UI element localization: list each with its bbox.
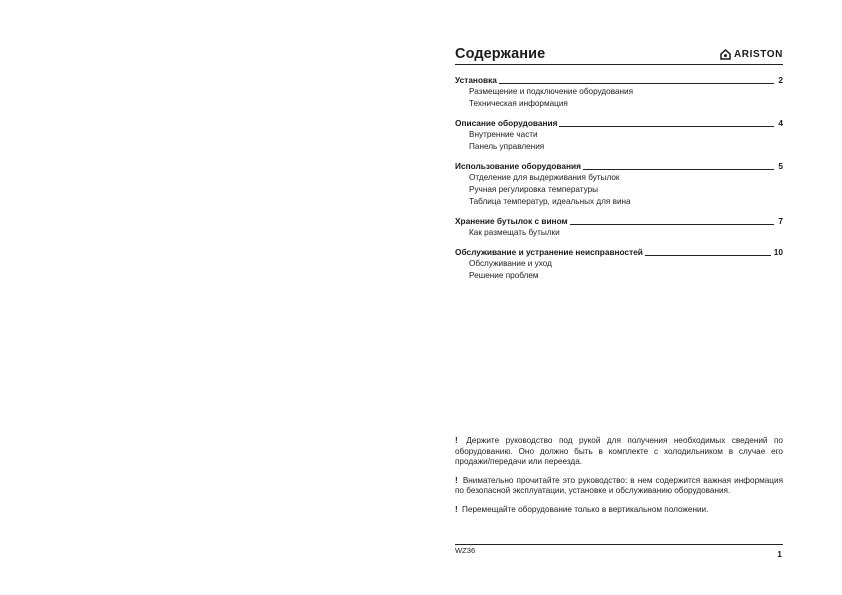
toc-leader <box>570 224 774 225</box>
toc-leader <box>645 255 771 256</box>
exclamation-icon: ! <box>455 436 458 445</box>
notes-block <box>455 436 783 524</box>
page-number: 1 <box>777 549 782 559</box>
toc-section-maintenance <box>455 247 783 282</box>
toc-section-installation <box>455 75 783 110</box>
toc-subitem: Ручная регулировка температуры <box>469 185 599 194</box>
toc-page-number: 5 <box>778 161 783 171</box>
table-of-contents <box>455 75 783 290</box>
toc-subitem: Отделение для выдерживания бутылок <box>469 173 620 182</box>
toc-subitem: Размещение и подключение оборудования <box>469 87 634 96</box>
toc-leader <box>499 83 774 84</box>
brand-logo <box>720 49 783 60</box>
page-title: Содержание <box>455 46 546 62</box>
toc-section-description <box>455 118 783 153</box>
toc-subitem: Таблица температур, идеальных для вина <box>469 197 631 206</box>
toc-section-storage <box>455 216 783 239</box>
note-keep-manual <box>455 436 783 468</box>
toc-leader <box>583 169 774 170</box>
toc-section-title[interactable]: Использование оборудования <box>455 161 581 171</box>
note-text: Перемещайте оборудование только в вертикальном положении. <box>462 504 709 514</box>
model-code: WZ36 <box>455 546 476 555</box>
note-text: Держите руководство под рукой для получения необходимых сведений по оборудованию. Оно должно быть в комплекте с холодильником в случае его продажи/передачи или переезда. <box>455 436 783 467</box>
toc-page-number: 2 <box>778 75 783 85</box>
brand-name: ARISTON <box>733 49 783 60</box>
toc-section-usage <box>455 161 783 208</box>
toc-leader <box>559 126 774 127</box>
toc-section-title[interactable]: Хранение бутылок с вином <box>455 216 568 226</box>
toc-page-number: 4 <box>778 118 783 128</box>
toc-subitem: Обслуживание и уход <box>469 259 552 268</box>
page-column <box>455 0 783 595</box>
note-read-carefully <box>455 476 783 497</box>
toc-subitem: Панель управления <box>469 142 545 151</box>
toc-subitem: Решение проблем <box>469 271 539 280</box>
toc-page-number: 7 <box>778 216 783 226</box>
note-vertical-transport <box>455 505 783 516</box>
toc-page-number: 10 <box>773 247 783 257</box>
toc-section-title[interactable]: Описание оборудования <box>455 118 558 128</box>
house-logo-icon <box>720 49 731 60</box>
header-rule <box>455 64 783 65</box>
exclamation-icon: ! <box>455 475 458 485</box>
exclamation-icon: ! <box>455 504 458 514</box>
toc-section-title[interactable]: Установка <box>455 75 497 85</box>
note-text: Внимательно прочитайте это руководство: в нем содержится важная информация по безопасной эксплуатации, установке и обслуживанию оборудования. <box>455 475 783 496</box>
toc-subitem: Как размещать бутылки <box>469 228 560 237</box>
toc-section-title[interactable]: Обслуживание и устранение неисправностей <box>455 247 643 257</box>
toc-subitem: Техническая информация <box>469 99 568 108</box>
toc-subitem: Внутренние части <box>469 130 538 139</box>
footer-rule <box>455 544 783 545</box>
